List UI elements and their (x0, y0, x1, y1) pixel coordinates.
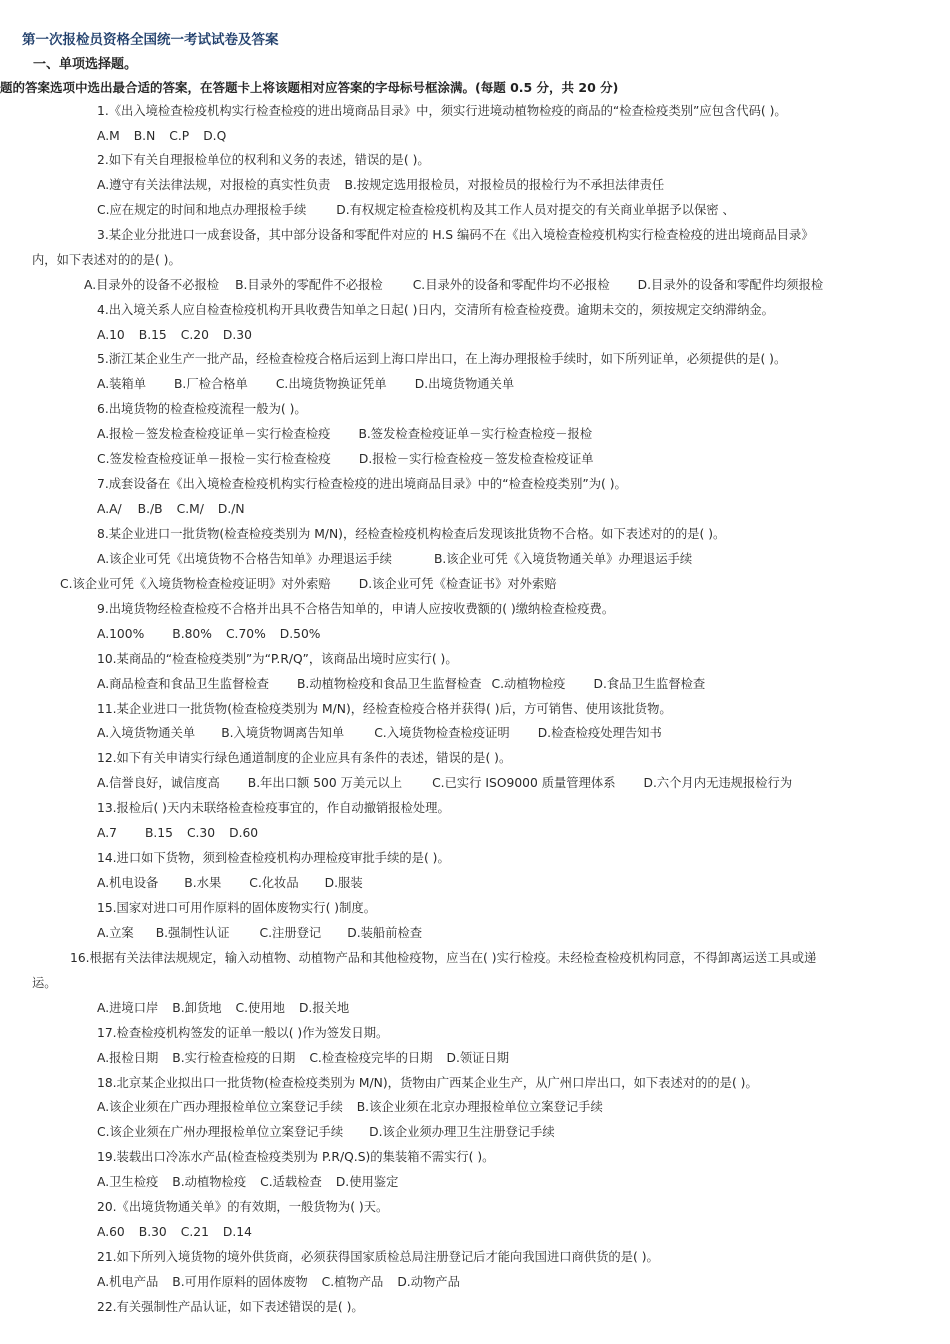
answer-option: A.该企业可凭《出境货物不合格告知单》办理退运手续 (97, 552, 392, 566)
answer-option: D.出境货物通关单 (414, 377, 515, 391)
answer-option: C.30 (186, 826, 216, 840)
answer-option: A.7 (97, 826, 117, 840)
answer-option: C.动植物检疫 (491, 677, 566, 691)
answer-options (97, 924, 422, 942)
answer-option: A.100% (97, 627, 145, 641)
question-text: 运。 (32, 976, 57, 990)
answer-options (97, 1123, 555, 1141)
answer-options (97, 1098, 603, 1116)
answer-option: B.厂检合格单 (174, 377, 248, 391)
answer-option: A.入境货物通关单 (97, 726, 196, 740)
answer-options (97, 1049, 509, 1067)
answer-options (97, 1223, 252, 1241)
answer-option: A.10 (97, 328, 125, 342)
answer-options (97, 326, 252, 344)
answer-option: B.实行检查检疫的日期 (172, 1051, 296, 1065)
question-text: 9.出境货物经检查检疫不合格并出具不合格告知单的，申请人应按收费额的( )缴纳检查检疫费。 (97, 602, 615, 616)
question-text: 6.出境货物的检查检疫流程一般为( )。 (97, 402, 307, 416)
answer-option: B.N (133, 129, 156, 143)
answer-option: D.目录外的设备和零配件均须报检 (637, 278, 824, 292)
answer-option: B.可用作原料的固体废物 (172, 1275, 308, 1289)
answer-option: A.机电设备 (97, 876, 159, 890)
answer-option: D.六个月内无违规报检行为 (643, 776, 793, 790)
answer-options (97, 425, 592, 443)
question-text: 19.装载出口冷冻水产品(检查检疫类别为 P.R/Q.S)的集装箱不需实行( )。 (97, 1150, 495, 1164)
document-title: 第一次报检员资格全国统一考试试卷及答案 (22, 32, 279, 48)
answer-option: B.动植物检疫 (172, 1175, 247, 1189)
question-text: 7.成套设备在《出入境检查检疫机构实行检查检疫的进出境商品目录》中的“检查检疫类别”为( )。 (97, 477, 627, 491)
answer-option: B.动植物检疫和食品卫生监督检查 (296, 677, 482, 691)
answer-option: C.21 (180, 1225, 209, 1239)
answer-option: D.该企业可凭《检查证书》对外索赔 (358, 577, 557, 591)
question-text: 16.根据有关法律法规规定，输入动植物、动植物产品和其他检疫物，应当在( )实行检疫。未经检查检疫机构同意，不得卸离运送工具或递 (70, 951, 817, 965)
answer-option: C.M/ (176, 502, 204, 516)
answer-option: A.该企业须在广西办理报检单位立案登记手续 (97, 1100, 343, 1114)
answer-option: C.20 (180, 328, 209, 342)
answer-option: C.出境货物换证凭单 (275, 377, 387, 391)
answer-option: C.使用地 (235, 1001, 285, 1015)
answer-option: D.使用鉴定 (335, 1175, 399, 1189)
answer-options (97, 675, 705, 693)
answer-option: A.60 (97, 1225, 125, 1239)
answer-option: C.适载检查 (260, 1175, 322, 1189)
answer-option: A.目录外的设备不必报检 (84, 278, 220, 292)
answer-option: B./B (137, 502, 163, 516)
question-text: 3.某企业分批进口一成套设备，其中部分设备和零配件对应的 H.S 编码不在《出入境检查检疫机构实行检查检疫的进出境商品目录》 (97, 228, 814, 242)
answer-option: A.立案 (97, 926, 134, 940)
answer-option: C.入境货物检查检疫证明 (374, 726, 510, 740)
answer-options (84, 276, 823, 294)
answer-option: D.装船前检查 (347, 926, 423, 940)
question-text: 15.国家对进口可用作原料的固体废物实行( )制度。 (97, 901, 376, 915)
answer-option: A.报检日期 (97, 1051, 159, 1065)
answer-options (97, 550, 692, 568)
answer-options (97, 127, 226, 145)
question-text: 22.有关强制性产品认证，如下表述错误的是( )。 (97, 1300, 364, 1314)
answer-option: A.M (97, 129, 120, 143)
answer-option: B.15 (144, 826, 173, 840)
question-text: 14.进口如下货物，须到检查检疫机构办理检疫审批手续的是( )。 (97, 851, 450, 865)
answer-options (97, 625, 321, 643)
answer-options (97, 375, 514, 393)
answer-option: A.装箱单 (97, 377, 146, 391)
answer-options (97, 824, 258, 842)
question-text: 12.如下有关申请实行绿色通道制度的企业应具有条件的表述，错误的是( )。 (97, 751, 512, 765)
answer-options (97, 1173, 398, 1191)
answer-option: B.年出口额 500 万美元以上 (247, 776, 403, 790)
question-text: 内，如下表述对的的是( )。 (32, 253, 181, 267)
answer-options (97, 774, 792, 792)
answer-option: D.服装 (324, 876, 363, 890)
question-text: 5.浙江某企业生产一批产品，经检查检疫合格后运到上海口岸出口，在上海办理报检手续时，如下所列证单，必须提供的是( )。 (97, 352, 787, 366)
answer-option: A.机电产品 (97, 1275, 159, 1289)
question-text: 18.北京某企业拟出口一批货物(检查检疫类别为 M/N)，货物由广西某企业生产，从广州口岸出口，如下表述对的的是( )。 (97, 1076, 758, 1090)
answer-option: B.签发检查检疫证单－实行检查检疫－报检 (358, 427, 593, 441)
answer-option: B.水果 (184, 876, 222, 890)
answer-option: D.检查检疫处理告知书 (537, 726, 662, 740)
answer-option: B.强制性认证 (155, 926, 230, 940)
answer-option: C.该企业须在广州办理报检单位立案登记手续 (97, 1125, 344, 1139)
answer-option: D.报关地 (298, 1001, 350, 1015)
answer-options (97, 999, 349, 1017)
answer-option: C.该企业可凭《入境货物检查检疫证明》对外索赔 (60, 577, 331, 591)
answer-option: B.80% (172, 627, 212, 641)
answer-option: A.商品检查和食品卫生监督检查 (97, 677, 269, 691)
answer-options (97, 500, 245, 518)
answer-option: B.30 (138, 1225, 167, 1239)
answer-option: D.30 (222, 328, 252, 342)
question-text: 21.如下所列入境货物的境外供货商，必须获得国家质检总局注册登记后才能向我国进口商供货的是( )。 (97, 1250, 659, 1264)
answer-options (97, 724, 662, 742)
answer-option: D.Q (203, 129, 227, 143)
question-text: 20.《出境货物通关单》的有效期，一般货物为( )天。 (97, 1200, 389, 1214)
answer-option: D./N (217, 502, 245, 516)
answer-option: C.化妆品 (249, 876, 299, 890)
answer-option: D.领证日期 (446, 1051, 510, 1065)
answer-option: C.注册登记 (259, 926, 322, 940)
question-text: 4.出入境关系人应自检查检疫机构开具收费告知单之日起( )日内，交清所有检查检疫费。逾期未交的，须按规定交纳滞纳金。 (97, 303, 774, 317)
answer-option: A.遵守有关法律法规，对报检的真实性负责 (97, 178, 331, 192)
answer-option: B.按规定选用报检员，对报检员的报检行为不承担法律责任 (344, 178, 665, 192)
answer-option: B.该企业须在北京办理报检单位立案登记手续 (356, 1100, 603, 1114)
answer-option: D.60 (229, 826, 259, 840)
answer-option: D.动物产品 (397, 1275, 460, 1289)
answer-options (97, 1273, 460, 1291)
answer-options (97, 450, 594, 468)
question-text: 17.检查检疫机构签发的证单一般以( )作为签发日期。 (97, 1026, 389, 1040)
answer-options (97, 176, 664, 194)
instruction-text: 题的答案选项中选出最合适的答案，在答题卡上将该题相对应答案的字母标号框涂满。(每题 0.5 分，共 20 分) (0, 80, 619, 95)
answer-option: B.卸货地 (172, 1001, 222, 1015)
answer-option: D.50% (279, 627, 321, 641)
answer-option: C.检查检疫完毕的日期 (309, 1051, 433, 1065)
answer-options (60, 575, 557, 593)
answer-option: A.进境口岸 (97, 1001, 159, 1015)
answer-options (97, 201, 735, 219)
answer-option: D.报检－实行检查检疫－签发检查检疫证单 (358, 452, 594, 466)
answer-option: B.入境货物调离告知单 (221, 726, 345, 740)
answer-option: D.14 (222, 1225, 252, 1239)
answer-option: A.信誉良好，诚信度高 (97, 776, 220, 790)
answer-option: C.目录外的设备和零配件均不必报检 (412, 278, 610, 292)
answer-option: A.A/ (97, 502, 122, 516)
question-text: 2.如下有关自理报检单位的权利和义务的表述，错误的是( )。 (97, 153, 430, 167)
answer-option: C.签发检查检疫证单－报检－实行检查检疫 (97, 452, 331, 466)
question-text: 11.某企业进口一批货物(检查检疫类别为 M/N)，经检查检疫合格并获得( )后，方可销售、使用该批货物。 (97, 702, 672, 716)
answer-option: D.有权规定检查检疫机构及其工作人员对提交的有关商业单据予以保密 、 (336, 203, 735, 217)
question-text: 10.某商品的“检查检疫类别”为“P.R/Q”，该商品出境时应实行( )。 (97, 652, 458, 666)
question-text: 13.报检后( )天内未联络检查检疫事宜的，作自动撤销报检处理。 (97, 801, 450, 815)
answer-option: C.应在规定的时间和地点办理报检手续 (97, 203, 307, 217)
section-title: 一、单项选择题。 (33, 57, 138, 72)
answer-option: C.已实行 ISO9000 质量管理体系 (432, 776, 616, 790)
answer-option: C.70% (225, 627, 266, 641)
question-text: 1.《出入境检查检疫机构实行检查检疫的进出境商品目录》中，须实行进境动植物检疫的商品的“检查检疫类别”应包含代码( )。 (97, 104, 787, 118)
answer-option: C.植物产品 (321, 1275, 384, 1289)
answer-options (97, 874, 363, 892)
answer-option: B.目录外的零配件不必报检 (235, 278, 383, 292)
answer-option: B.15 (138, 328, 167, 342)
question-text: 8.某企业进口一批货物(检查检疫类别为 M/N)，经检查检疫机构检查后发现该批货物不合格。如下表述对的的是( )。 (97, 527, 726, 541)
answer-option: D.食品卫生监督检查 (593, 677, 706, 691)
answer-option: A.卫生检疫 (97, 1175, 159, 1189)
answer-option: B.该企业可凭《入境货物通关单》办理退运手续 (433, 552, 693, 566)
answer-option: D.该企业须办理卫生注册登记手续 (369, 1125, 555, 1139)
answer-option: A.报检－签发检查检疫证单－实行检查检疫 (97, 427, 331, 441)
answer-option: C.P (169, 129, 190, 143)
